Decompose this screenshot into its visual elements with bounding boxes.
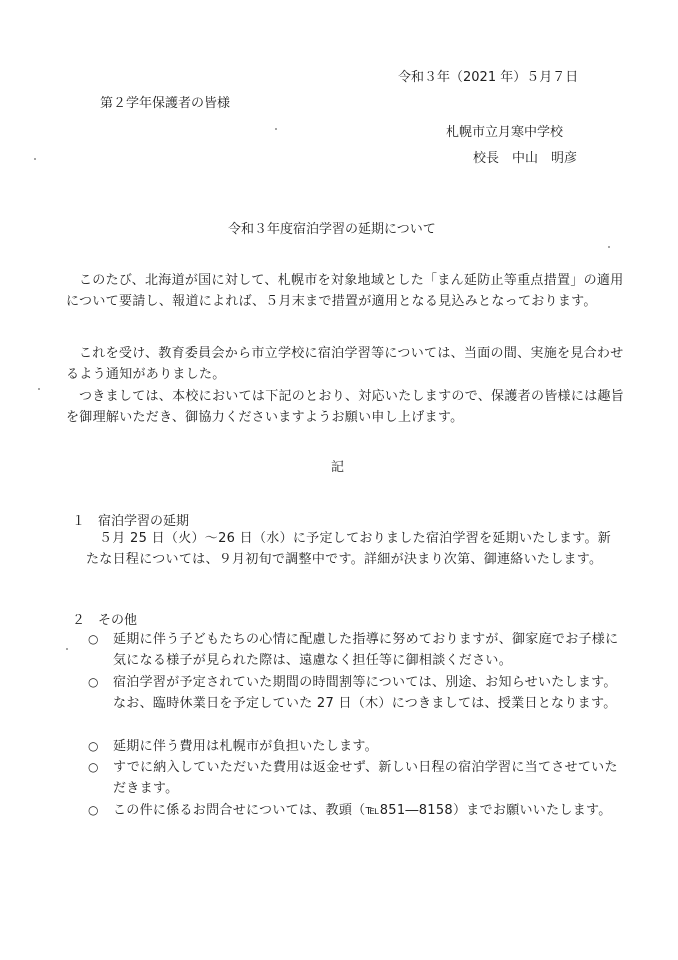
body-paragraph: つきましては、本校においては下記のとおり、対応いたしますので、保護者の皆様には趣旨を御理解いただき、御協力くださいますようお願い申し上げます。: [66, 389, 625, 425]
list-item-text: 延期に伴う子どもたちの心情に配慮した指導に努めておりますが、御家庭でお子様に気になる様子が見られた際は、遠慮なく担任等に御相談ください。: [113, 632, 619, 668]
circle-bullet-icon: ○: [88, 760, 99, 774]
scan-speck: [38, 388, 40, 390]
addressee: 第２学年保護者の皆様: [100, 96, 231, 111]
ki-heading: 記: [331, 460, 345, 475]
list-item: [88, 672, 628, 714]
circle-bullet-icon: ○: [88, 632, 99, 646]
section-2-heading: ２ その他: [72, 613, 138, 628]
document-title: 令和３年度宿泊学習の延期について: [228, 222, 436, 237]
scan-speck: [66, 648, 68, 650]
list-item: [88, 736, 628, 757]
body-paragraph: これを受け、教育委員会から市立学校に宿泊学習等については、当面の間、実施を見合わせるよう通知がありました。: [66, 346, 624, 382]
scan-speck: [34, 158, 36, 160]
school-name: 札幌市立月寒中学校: [446, 125, 564, 140]
section-1-heading: １ 宿泊学習の延期: [72, 514, 190, 529]
list-item-text: 延期に伴う費用は札幌市が負担いたします。: [113, 739, 378, 754]
list-item-text: 宿泊学習が予定されていた期間の時間割等については、別途、お知らせいたします。なお、臨時休業日を予定していた 27 日（木）につきましては、授業日となります。: [113, 675, 617, 711]
section-1-body: ５月 25 日（火）～26 日（水）に予定しておりました宿泊学習を延期いたします。新たな日程については、９月初旬で調整中です。詳細が決まり次第、御連絡いたします。: [86, 531, 612, 567]
list-item: [88, 800, 628, 821]
list-item-text: すでに納入していただいた費用は返金せず、新しい日程の宿泊学習に当てさせていただきます。: [113, 760, 618, 796]
scan-speck: [608, 246, 610, 248]
circle-bullet-icon: ○: [88, 675, 99, 689]
document-date: 令和３年（2021 年）５月７日: [398, 70, 579, 85]
list-item-text: この件に係るお問合せについては、教頭（℡851―8158）までお願いいたします。: [113, 803, 612, 818]
principal-name: 校長 中山 明彦: [473, 151, 578, 166]
list-item: [88, 757, 628, 799]
circle-bullet-icon: ○: [88, 803, 99, 817]
body-paragraph: このたび、北海道が国に対して、札幌市を対象地域とした「まん延防止等重点措置」の適用について要請し、報道によれば、５月末まで措置が適用となる見込みとなっております。: [66, 273, 624, 309]
scan-speck: [275, 128, 277, 130]
circle-bullet-icon: ○: [88, 739, 99, 753]
list-item: [88, 629, 628, 671]
